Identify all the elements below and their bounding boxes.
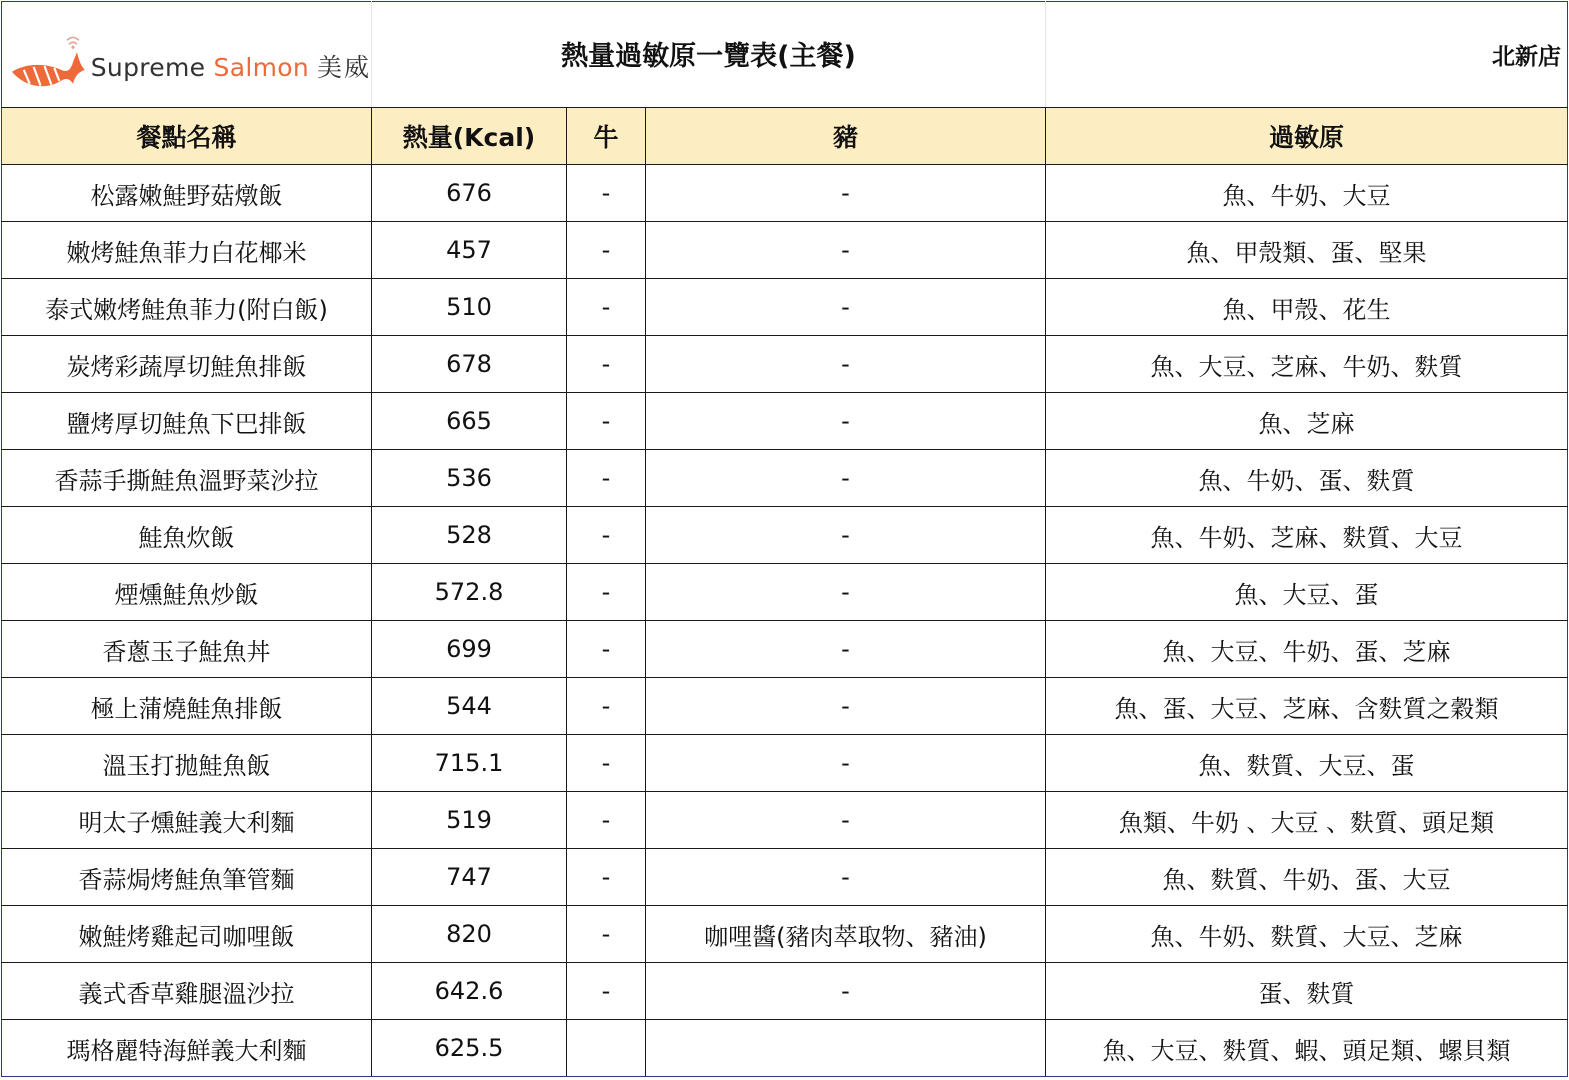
- brand-logo: [10, 12, 371, 98]
- beef-value: [567, 1020, 646, 1077]
- beef-value: -: [567, 906, 646, 963]
- calorie-value: 642.6: [372, 963, 567, 1020]
- calorie-value: 519: [372, 792, 567, 849]
- calorie-value: 665: [372, 393, 567, 450]
- calorie-value: 510: [372, 279, 567, 336]
- pork-value: -: [646, 564, 1046, 621]
- pork-value: 咖哩醬(豬肉萃取物、豬油): [646, 906, 1046, 963]
- pork-value: [646, 1020, 1046, 1077]
- menu-item-name: 嫩鮭烤雞起司咖哩飯: [2, 906, 372, 963]
- table-row: [2, 336, 1568, 393]
- allergen-list: 魚類、牛奶 、大豆 、麩質、頭足類: [1046, 792, 1568, 849]
- pork-value: -: [646, 849, 1046, 906]
- brand-name-prefix: Supreme: [90, 52, 214, 82]
- brand-name-accent: Salmon: [213, 52, 309, 82]
- menu-item-name: 義式香草雞腿溫沙拉: [2, 963, 372, 1020]
- menu-item-name: 香蒜焗烤鮭魚筆管麵: [2, 849, 372, 906]
- table-row: [2, 1020, 1568, 1077]
- table-row: [2, 735, 1568, 792]
- logo-cell: [2, 2, 372, 108]
- column-header-row: [2, 108, 1568, 165]
- table-row: [2, 279, 1568, 336]
- table-row: [2, 507, 1568, 564]
- calorie-value: 625.5: [372, 1020, 567, 1077]
- pork-value: -: [646, 393, 1046, 450]
- beef-value: -: [567, 621, 646, 678]
- beef-value: -: [567, 678, 646, 735]
- pork-value: -: [646, 735, 1046, 792]
- beef-value: -: [567, 279, 646, 336]
- allergen-list: 魚、牛奶、蛋、麩質: [1046, 450, 1568, 507]
- beef-value: -: [567, 393, 646, 450]
- calorie-value: 715.1: [372, 735, 567, 792]
- menu-item-name: 香蒜手撕鮭魚溫野菜沙拉: [2, 450, 372, 507]
- menu-item-name: 泰式嫩烤鮭魚菲力(附白飯): [2, 279, 372, 336]
- menu-item-name: 松露嫩鮭野菇燉飯: [2, 165, 372, 222]
- beef-value: -: [567, 963, 646, 1020]
- calorie-value: 457: [372, 222, 567, 279]
- allergen-list: 魚、大豆、牛奶、蛋、芝麻: [1046, 621, 1568, 678]
- table-row: [2, 450, 1568, 507]
- table-row: [2, 906, 1568, 963]
- store-name: 北新店: [1046, 2, 1568, 108]
- brand-name-cn: 美威: [316, 52, 371, 82]
- beef-value: -: [567, 849, 646, 906]
- beef-value: -: [567, 222, 646, 279]
- allergen-list: 魚、芝麻: [1046, 393, 1568, 450]
- beef-value: -: [567, 165, 646, 222]
- calorie-value: 820: [372, 906, 567, 963]
- brand-wordmark: [91, 48, 371, 84]
- pork-value: -: [646, 621, 1046, 678]
- table-row: [2, 564, 1568, 621]
- calorie-value: 676: [372, 165, 567, 222]
- pork-value: -: [646, 279, 1046, 336]
- menu-item-name: 明太子燻鮭義大利麵: [2, 792, 372, 849]
- pork-value: -: [646, 222, 1046, 279]
- table-row: [2, 393, 1568, 450]
- pork-value: -: [646, 678, 1046, 735]
- menu-item-name: 煙燻鮭魚炒飯: [2, 564, 372, 621]
- allergen-list: 魚、甲殼、花生: [1046, 279, 1568, 336]
- table-row: [2, 165, 1568, 222]
- pork-value: -: [646, 792, 1046, 849]
- pork-value: -: [646, 450, 1046, 507]
- column-header-name: 餐點名稱: [2, 108, 372, 165]
- calorie-value: 699: [372, 621, 567, 678]
- allergen-list: 魚、牛奶、大豆: [1046, 165, 1568, 222]
- menu-item-name: 溫玉打拋鮭魚飯: [2, 735, 372, 792]
- beef-value: -: [567, 735, 646, 792]
- beef-value: -: [567, 792, 646, 849]
- menu-item-name: 嫩烤鮭魚菲力白花椰米: [2, 222, 372, 279]
- allergen-list: 魚、蛋、大豆、芝麻、含麩質之穀類: [1046, 678, 1568, 735]
- calorie-value: 572.8: [372, 564, 567, 621]
- allergen-list: 魚、大豆、麩質、蝦、頭足類、螺貝類: [1046, 1020, 1568, 1077]
- pork-value: -: [646, 165, 1046, 222]
- table-row: [2, 963, 1568, 1020]
- allergen-table: [1, 1, 1568, 1077]
- allergen-list: 蛋、麩質: [1046, 963, 1568, 1020]
- calorie-value: 678: [372, 336, 567, 393]
- menu-item-name: 瑪格麗特海鮮義大利麵: [2, 1020, 372, 1077]
- calorie-value: 747: [372, 849, 567, 906]
- column-header-kcal: 熱量(Kcal): [372, 108, 567, 165]
- table-row: [2, 678, 1568, 735]
- table-row: [2, 621, 1568, 678]
- allergen-list: 魚、甲殼類、蛋、堅果: [1046, 222, 1568, 279]
- menu-item-name: 炭烤彩蔬厚切鮭魚排飯: [2, 336, 372, 393]
- beef-value: -: [567, 336, 646, 393]
- beef-value: -: [567, 564, 646, 621]
- salmon-fish-logo-icon: [10, 26, 89, 98]
- menu-item-name: 香蔥玉子鮭魚丼: [2, 621, 372, 678]
- column-header-pork: 豬: [646, 108, 1046, 165]
- column-header-beef: 牛: [567, 108, 646, 165]
- calorie-value: 536: [372, 450, 567, 507]
- table-row: [2, 792, 1568, 849]
- allergen-list: 魚、大豆、芝麻、牛奶、麩質: [1046, 336, 1568, 393]
- pork-value: -: [646, 963, 1046, 1020]
- sheet-title: 熱量過敏原一覽表(主餐): [372, 2, 1046, 108]
- allergen-list: 魚、大豆、蛋: [1046, 564, 1568, 621]
- beef-value: -: [567, 450, 646, 507]
- allergen-list: 魚、麩質、大豆、蛋: [1046, 735, 1568, 792]
- table-row: [2, 222, 1568, 279]
- menu-item-name: 鹽烤厚切鮭魚下巴排飯: [2, 393, 372, 450]
- menu-item-name: 鮭魚炊飯: [2, 507, 372, 564]
- column-header-allergens: 過敏原: [1046, 108, 1568, 165]
- allergen-list: 魚、麩質、牛奶、蛋、大豆: [1046, 849, 1568, 906]
- pork-value: -: [646, 507, 1046, 564]
- sheet-header-row: [2, 2, 1568, 108]
- calorie-value: 544: [372, 678, 567, 735]
- calorie-value: 528: [372, 507, 567, 564]
- menu-item-name: 極上蒲燒鮭魚排飯: [2, 678, 372, 735]
- table-row: [2, 849, 1568, 906]
- pork-value: -: [646, 336, 1046, 393]
- allergen-list: 魚、牛奶、麩質、大豆、芝麻: [1046, 906, 1568, 963]
- allergen-list: 魚、牛奶、芝麻、麩質、大豆: [1046, 507, 1568, 564]
- beef-value: -: [567, 507, 646, 564]
